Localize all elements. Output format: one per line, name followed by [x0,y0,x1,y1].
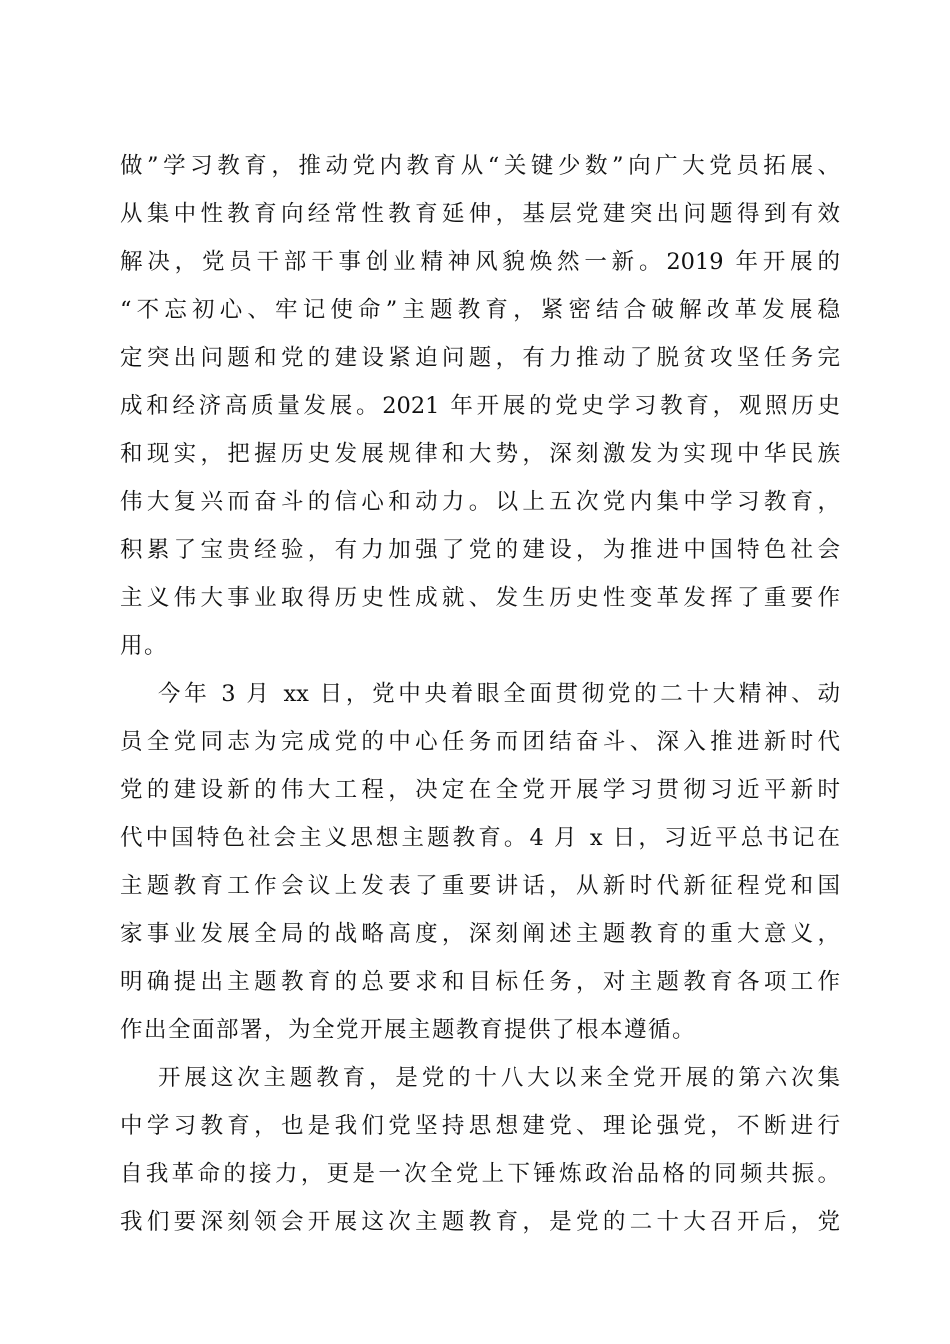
paragraph-1-line: 用。 [120,633,169,659]
document-body [120,142,840,1246]
paragraph-2-line: 家事业发展全局的战略高度，深刻阐述主题教育的重大意义， [120,921,840,947]
paragraph-3-line: 开展这次主题教育，是党的十八大以来全党开展的第六次集 [158,1065,840,1091]
paragraph-1-line: 定突出问题和党的建设紧迫问题，有力推动了脱贫攻坚任务完 [120,345,840,371]
paragraph-1-line: “不忘初心、牢记使命”主题教育，紧密结合破解改革发展稳 [120,297,840,323]
paragraph-2-line: 员全党同志为完成党的中心任务而团结奋斗、深入推进新时代 [120,729,840,755]
paragraph-3-line: 我们要深刻领会开展这次主题教育，是党的二十大召开后，党 [120,1209,840,1235]
paragraph-2-line: 作出全面部署，为全党开展主题教育提供了根本遵循。 [120,1017,697,1043]
paragraph-1-line: 主义伟大事业取得历史性成就、发生历史性变革发挥了重要作 [120,585,840,611]
paragraph-1-line: 从集中性教育向经常性教育延伸，基层党建突出问题得到有效 [120,201,840,227]
paragraph-1-line: 和现实，把握历史发展规律和大势，深刻激发为实现中华民族 [120,441,840,467]
paragraph-2-line: 今年 3 月 xx 日，党中央着眼全面贯彻党的二十大精神、动 [158,681,840,707]
paragraph-1-line: 伟大复兴而奋斗的信心和动力。以上五次党内集中学习教育， [120,489,840,515]
paragraph-2-line: 代中国特色社会主义思想主题教育。4 月 x 日，习近平总书记在 [120,825,840,851]
paragraph-1-line: 做”学习教育，推动党内教育从“关键少数”向广大党员拓展、 [120,153,840,179]
paragraph-1-line: 积累了宝贵经验，有力加强了党的建设，为推进中国特色社会 [120,537,840,563]
paragraph-1-line: 成和经济高质量发展。2021 年开展的党史学习教育，观照历史 [120,393,840,419]
paragraph-2-line: 党的建设新的伟大工程，决定在全党开展学习贯彻习近平新时 [120,777,840,803]
paragraph-1-line: 解决，党员干部干事创业精神风貌焕然一新。2019 年开展的 [120,249,840,275]
paragraph-2-line: 明确提出主题教育的总要求和目标任务，对主题教育各项工作 [120,969,840,995]
paragraph-3-line: 自我革命的接力，更是一次全党上下锤炼政治品格的同频共振。 [120,1161,840,1187]
paragraph-2-line: 主题教育工作会议上发表了重要讲话，从新时代新征程党和国 [120,873,840,899]
paragraph-3-line: 中学习教育，也是我们党坚持思想建党、理论强党，不断进行 [120,1113,840,1139]
